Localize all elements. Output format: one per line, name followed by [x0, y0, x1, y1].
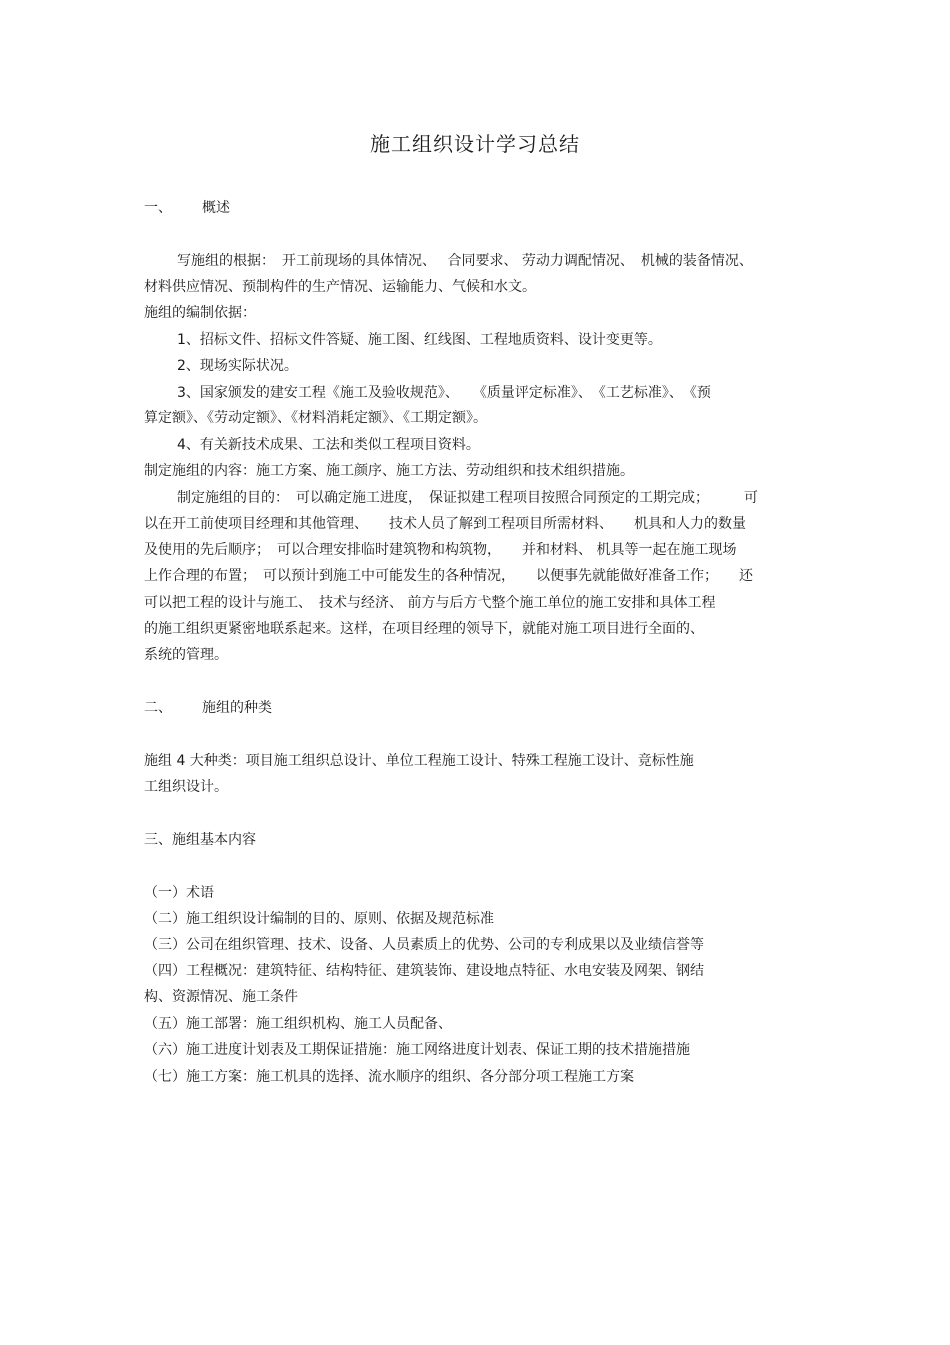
section-number: 二、 — [144, 700, 172, 716]
list-item: 4、有关新技术成果、工法和类似工程项目资料。 — [177, 437, 480, 453]
paragraph-line: 算定额》、《劳动定额》、《材料消耗定额》、《工期定额》。 — [144, 410, 487, 426]
list-item: （七）施工方案：施工机具的选择、流水顺序的组织、各分部分项工程施工方案 — [144, 1069, 634, 1085]
list-item-continuation: 构、资源情况、施工条件 — [144, 989, 298, 1005]
list-item: 1、招标文件、招标文件答疑、施工图、红线图、工程地质资料、设计变更等。 — [177, 332, 662, 348]
list-item: （一）术语 — [144, 885, 214, 901]
section-heading-types — [144, 698, 814, 718]
paragraph-line: 及使用的先后顺序； 可以合理安排临时建筑物和构筑物， 并和材料、 机具等一起在施工现场 — [144, 542, 737, 558]
list-item: （四）工程概况：建筑特征、结构特征、建筑装饰、建设地点特征、水电安装及网架、钢结 — [144, 963, 704, 979]
list-item: 3、国家颁发的建安工程《施工及验收规范》、 《质量评定标准》、 《工艺标准》、 《预 — [177, 385, 711, 401]
paragraph-line: 的施工组织更紧密地联系起来。这样，在项目经理的领导下，就能对施工项目进行全面的、 — [144, 621, 704, 637]
list-item: 2、现场实际状况。 — [177, 358, 298, 374]
section-heading-overview — [144, 198, 814, 218]
paragraph-line: 施组 4 大种类：项目施工组织总设计、单位工程施工设计、特殊工程施工设计、竞标性施 — [144, 753, 694, 769]
section-heading-contents: 三、施组基本内容 — [144, 832, 256, 848]
list-item: （二）施工组织设计编制的目的、原则、依据及规范标准 — [144, 911, 494, 927]
paragraph-line: 上作合理的布置； 可以预计到施工中可能发生的各种情况， 以便事先就能做好准备工作； 还 — [144, 568, 753, 584]
paragraph-line: 系统的管理。 — [144, 647, 228, 663]
paragraph-line: 制定施组的目的： 可以确定施工进度， 保证拟建工程项目按照合同预定的工期完成； 可 — [177, 490, 758, 506]
paragraph-line: 施组的编制依据： — [144, 305, 256, 321]
paragraph-line: 材料供应情况、预制构件的生产情况、运输能力、气候和水文。 — [144, 279, 536, 295]
list-item: （六）施工进度计划表及工期保证措施：施工网络进度计划表、保证工期的技术措施措施 — [144, 1042, 690, 1058]
list-item: （三）公司在组织管理、技术、设备、人员素质上的优势、公司的专利成果以及业绩信誉等 — [144, 937, 704, 953]
section-title: 施组的种类 — [202, 700, 272, 716]
paragraph-line: 可以把工程的设计与施工、 技术与经济、 前方与后方弋整个施工单位的施工安排和具体工程 — [144, 595, 716, 611]
section-title: 概述 — [202, 200, 230, 216]
document-title: 施工组织设计学习总结 — [370, 132, 580, 156]
paragraph-line: 工组织设计。 — [144, 779, 228, 795]
section-number: 一、 — [144, 200, 172, 216]
paragraph-line: 以在开工前使项目经理和其他管理、 技术人员了解到工程项目所需材料、 机具和人力的数量 — [144, 516, 746, 532]
list-item: （五）施工部署：施工组织机构、施工人员配备、 — [144, 1016, 452, 1032]
paragraph-line: 写施组的根据： 开工前现场的具体情况、 合同要求、 劳动力调配情况、 机械的装备情况、 — [177, 253, 753, 269]
paragraph-line: 制定施组的内容：施工方案、施工颜序、施工方法、劳动组织和技术组织措施。 — [144, 463, 634, 479]
